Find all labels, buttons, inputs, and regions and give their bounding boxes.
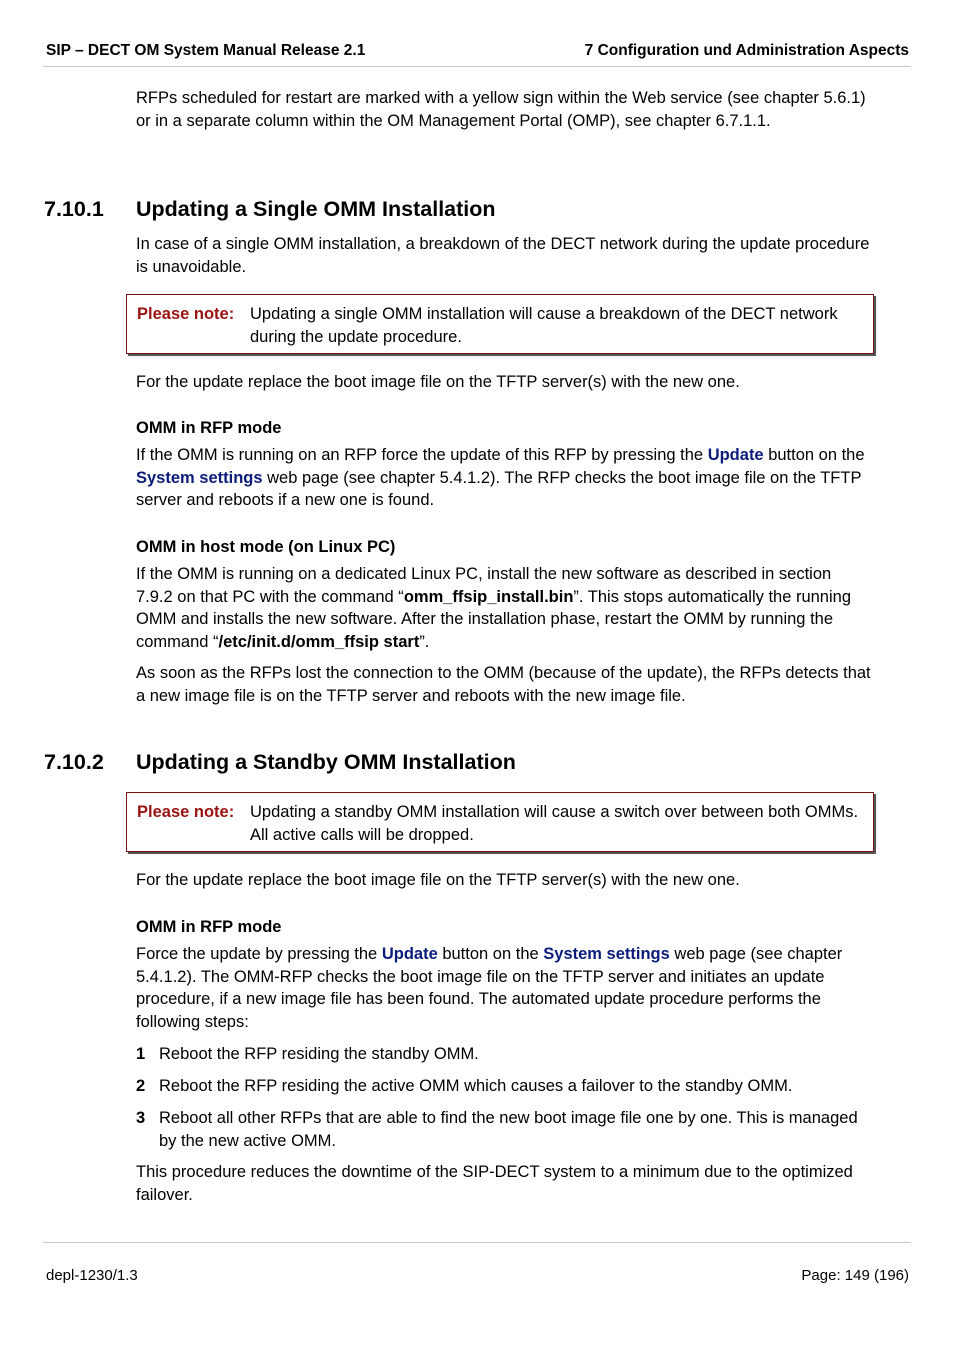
command-install: omm_ffsip_install.bin xyxy=(403,587,574,606)
host-mode-paragraph xyxy=(136,563,871,653)
note-box xyxy=(126,294,874,354)
section-number: 7.10.1 xyxy=(44,197,104,221)
after-update-paragraph: As soon as the RFPs lost the connection to the OMM (because of the update), the RFPs detects that a new image file is on the TFTP server and reboots with the new image file. xyxy=(136,664,871,705)
replace-paragraph: For the update replace the boot image file on the TFTP server(s) with the new one. xyxy=(136,871,740,889)
command-start: /etc/init.d/omm_ffsip start xyxy=(218,632,420,651)
subheading-host-mode: OMM in host mode (on Linux PC) xyxy=(136,538,396,556)
note-label: Please note: xyxy=(137,803,235,821)
rfp-mode-paragraph xyxy=(136,943,871,1033)
section-intro: In case of a single OMM installation, a breakdown of the DECT network during the update procedure is unavoidable. xyxy=(136,235,870,276)
replace-paragraph: For the update replace the boot image file on the TFTP server(s) with the new one. xyxy=(136,373,740,391)
closing-paragraph: This procedure reduces the downtime of the SIP-DECT system to a minimum due to the optimized failover. xyxy=(136,1163,853,1204)
step-number: 2 xyxy=(136,1077,146,1095)
system-settings-ref: System settings xyxy=(136,468,263,487)
system-settings-ref: System settings xyxy=(543,945,670,963)
document-id: depl-1230/1.3 xyxy=(46,1267,138,1284)
update-button-ref: Update xyxy=(707,446,764,464)
section-heading-7-10-1 xyxy=(44,197,496,222)
subheading-rfp-mode: OMM in RFP mode xyxy=(136,419,282,437)
step-number: 3 xyxy=(136,1109,146,1127)
rfp-mode-paragraph xyxy=(136,444,871,512)
text-run: web page (see chapter 5.4.1.2). The OMM-RFP checks the boot image file on the TFTP server and initiates an update procedure, if a new image file has been found. The automated update procedure performs the following steps: xyxy=(136,945,843,1031)
text-run: Force the update by pressing the xyxy=(136,945,382,963)
text-run: ”. This stops automatically the running OMM and installs the new software. After the installation phase, restart the OMM by running the command “ xyxy=(136,587,852,651)
header-chapter: 7 Configuration und Administration Aspects xyxy=(584,42,909,59)
page-number: Page: 149 (196) xyxy=(801,1267,909,1284)
page-header xyxy=(43,40,911,67)
header-title: SIP – DECT OM System Manual Release 2.1 xyxy=(46,42,366,59)
note-box xyxy=(126,792,874,852)
step-text: Reboot all other RFPs that are able to find the new boot image file one by one. This is managed by the new active OMM. xyxy=(159,1109,858,1150)
section-title: Updating a Standby OMM Installation xyxy=(136,750,516,774)
intro-paragraph: RFPs scheduled for restart are marked with a yellow sign within the Web service (see chapter 5.6.1) or in a separate column within the OM Management Portal (OMP), see chapter 6.7.1.1. xyxy=(136,89,866,130)
section-heading-7-10-2 xyxy=(44,750,516,775)
note-text: Updating a single OMM installation will cause a breakdown of the DECT network during the update procedure. xyxy=(250,305,838,346)
step-number: 1 xyxy=(136,1045,146,1063)
text-run: button on the xyxy=(763,446,865,464)
text-run: If the OMM is running on an RFP force the update of this RFP by pressing the xyxy=(136,446,708,464)
section-title: Updating a Single OMM Installation xyxy=(136,197,496,221)
subheading-rfp-mode: OMM in RFP mode xyxy=(136,918,282,936)
text-run: ”. xyxy=(419,632,430,651)
note-text: Updating a standby OMM installation will cause a switch over between both OMMs. All active calls will be dropped. xyxy=(250,803,859,844)
section-number: 7.10.2 xyxy=(44,750,104,774)
step-text: Reboot the RFP residing the standby OMM. xyxy=(159,1045,479,1063)
text-run: web page (see chapter 5.4.1.2). The RFP checks the boot image file on the TFTP server and reboots if a new one is found. xyxy=(136,468,862,510)
update-button-ref: Update xyxy=(381,945,438,963)
page-footer xyxy=(43,1242,911,1284)
step-text: Reboot the RFP residing the active OMM which causes a failover to the standby OMM. xyxy=(159,1077,793,1095)
text-run: If the OMM is running on a dedicated Linux PC, install the new software as described in section 7.9.2 on that PC with the command “ xyxy=(136,565,832,606)
text-run: button on the xyxy=(437,945,544,963)
note-label: Please note: xyxy=(137,305,235,323)
